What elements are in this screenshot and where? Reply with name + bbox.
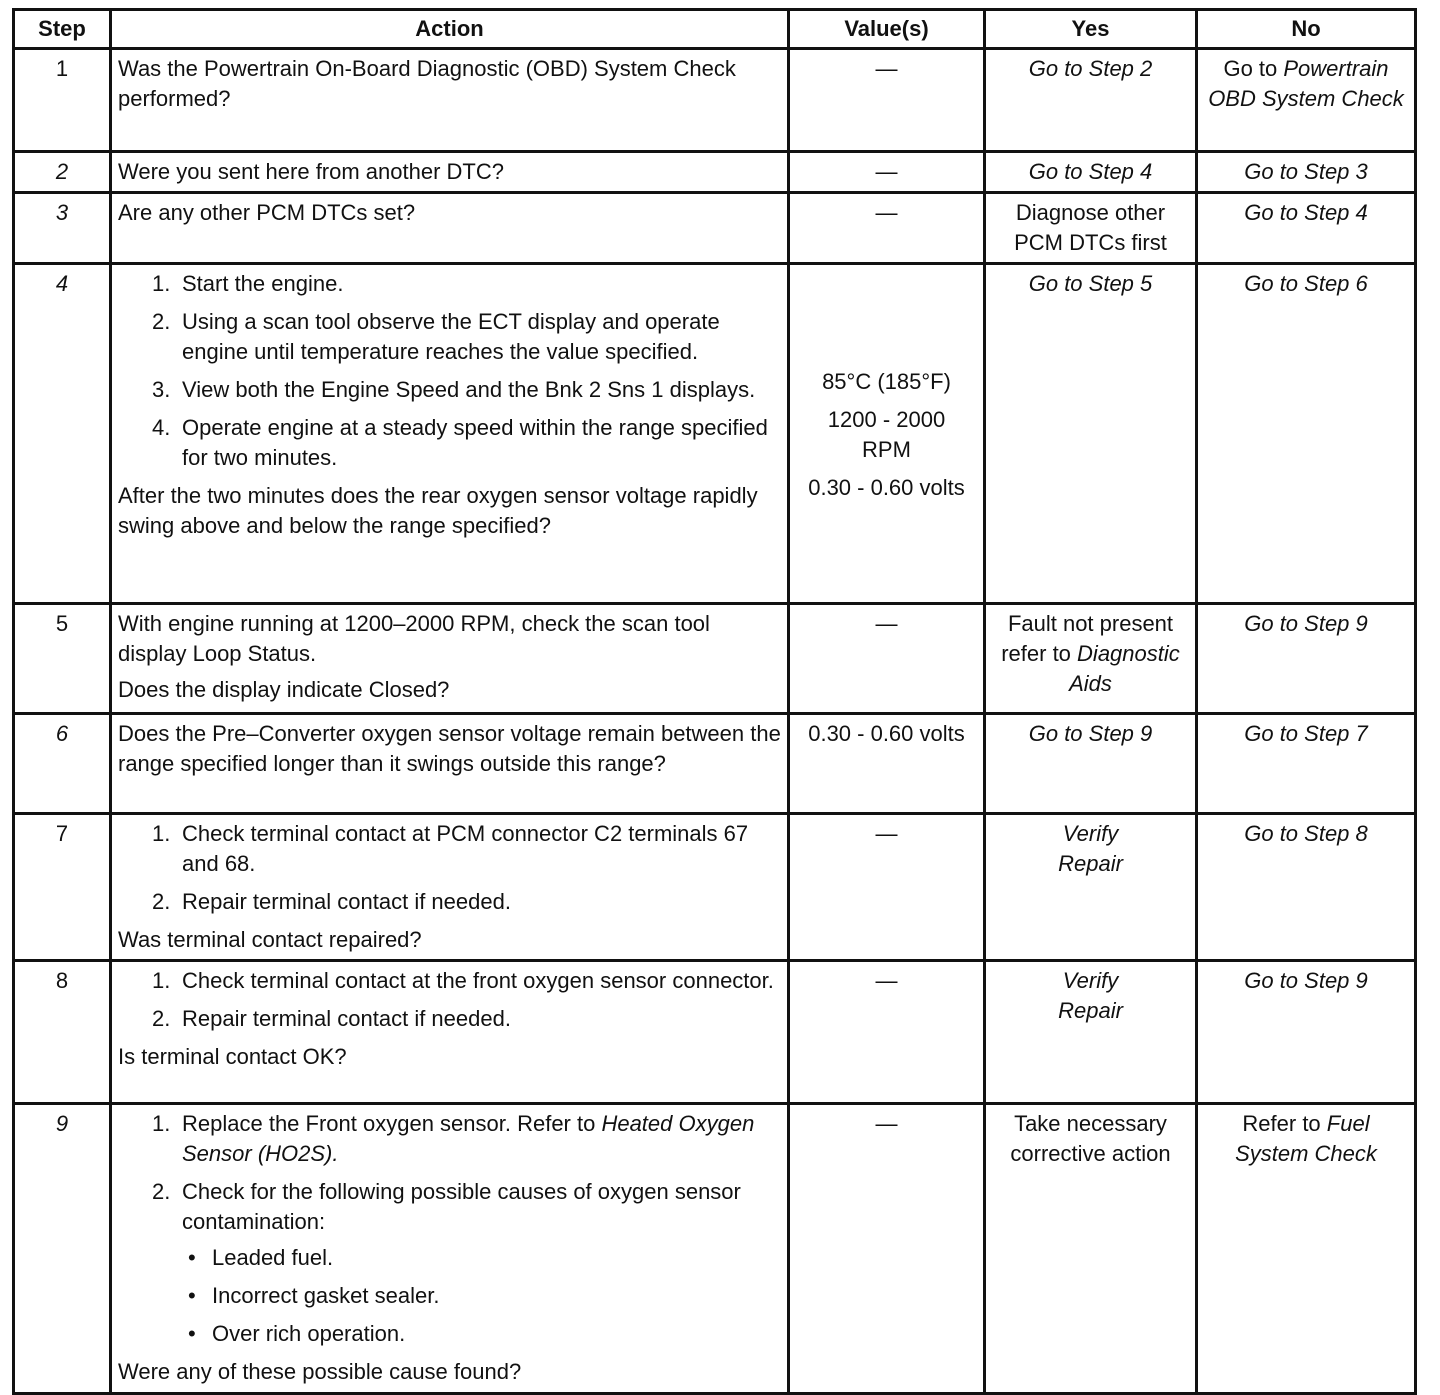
table-row: [14, 814, 1416, 961]
yes-cell: Go to Step 9: [985, 714, 1197, 814]
no-cell: Go to Step 9: [1197, 961, 1416, 1104]
step-number: 2: [14, 152, 111, 193]
bullet-text: Incorrect gasket sealer.: [212, 1283, 440, 1308]
diagnostic-page: [12, 8, 1414, 1395]
yes-cell: Go to Step 4: [985, 152, 1197, 193]
step-number: 9: [14, 1104, 111, 1394]
list-item-text: Check for the following possible causes of oxygen sensor contamination:: [182, 1179, 741, 1234]
header-action: Action: [111, 10, 789, 49]
action-cell: [111, 604, 789, 714]
bullet-item: • Over rich operation.: [188, 1321, 406, 1346]
action-cell: [111, 961, 789, 1104]
no-reference: Powertrain OBD System Check: [1208, 56, 1404, 111]
value-temperature: 85°C (185°F): [822, 369, 951, 394]
question-text: Was terminal contact repaired?: [118, 927, 422, 952]
action-cell: Does the Pre–Converter oxygen sensor voltage remain between the range specified longer than it swings outside this range?: [111, 714, 789, 814]
value-cell: [789, 264, 985, 604]
procedure-list: [118, 269, 781, 473]
step-number: 8: [14, 961, 111, 1104]
list-item: 1. Start the engine.: [152, 271, 344, 296]
action-cell: [111, 264, 789, 604]
procedure-list: [118, 819, 781, 917]
list-item-text: Start the engine.: [182, 271, 344, 296]
yes-cell: Take necessary corrective action: [985, 1104, 1197, 1394]
table-row: [14, 264, 1416, 604]
list-item: 2. Using a scan tool observe the ECT display and operate engine until temperature reaches the value specified.: [152, 309, 720, 364]
yes-cell: Verify Repair: [985, 961, 1197, 1104]
list-item-text: View both the Engine Speed and the Bnk 2 Sns 1 displays.: [182, 377, 756, 402]
table-row: [14, 714, 1416, 814]
list-item-text: Using a scan tool observe the ECT display and operate engine until temperature reaches the value specified.: [182, 309, 720, 364]
question-text: Is terminal contact OK?: [118, 1044, 347, 1069]
bullet-text: Leaded fuel.: [212, 1245, 334, 1270]
table-row: [14, 1104, 1416, 1394]
list-item-text: Check terminal contact at PCM connector C2 terminals 67 and 68.: [182, 821, 749, 876]
value-cell: 0.30 - 0.60 volts: [789, 714, 985, 814]
value-cell: —: [789, 193, 985, 264]
yes-cell: Diagnose other PCM DTCs first: [985, 193, 1197, 264]
bullet-text: Over rich operation.: [212, 1321, 406, 1346]
value-cell: —: [789, 961, 985, 1104]
table-row: [14, 604, 1416, 714]
step-number: 7: [14, 814, 111, 961]
table-row: [14, 193, 1416, 264]
procedure-list: [118, 1109, 781, 1349]
table-row: [14, 152, 1416, 193]
yes-reference: Diagnostic Aids: [1069, 641, 1180, 696]
no-cell: Go to Step 9: [1197, 604, 1416, 714]
no-cell: Go to Step 3: [1197, 152, 1416, 193]
question-text: After the two minutes does the rear oxygen sensor voltage rapidly swing above and below the range specified?: [118, 483, 758, 538]
step-number: 3: [14, 193, 111, 264]
no-cell: Go to Step 4: [1197, 193, 1416, 264]
yes-text: Fault not present refer to: [1001, 611, 1174, 666]
step-number: 6: [14, 714, 111, 814]
value-cell: —: [789, 604, 985, 714]
list-item-text: Replace the Front oxygen sensor. Refer to: [182, 1111, 602, 1136]
diagnostic-table: [12, 8, 1417, 1395]
list-item: 1. Check terminal contact at the front oxygen sensor connector.: [152, 968, 774, 993]
value-cell: —: [789, 1104, 985, 1394]
step-number: 5: [14, 604, 111, 714]
list-item: 3. View both the Engine Speed and the Bnk 2 Sns 1 displays.: [152, 377, 756, 402]
table-row: [14, 49, 1416, 152]
value-rpm: 1200 - 2000 RPM: [827, 407, 946, 462]
yes-cell: [985, 604, 1197, 714]
list-item: 2. Check for the following possible causes of oxygen sensor contamination: • Leaded fuel. • Incorrect gasket sealer. • Over rich operation.: [152, 1177, 781, 1349]
no-cell: Go to Step 6: [1197, 264, 1416, 604]
no-cell: Go to Step 7: [1197, 714, 1416, 814]
action-cell: [111, 1104, 789, 1394]
no-prefix: Refer to: [1242, 1111, 1327, 1136]
question-text: Does the display indicate Closed?: [118, 677, 450, 702]
value-cell: —: [789, 152, 985, 193]
step-number: 4: [14, 264, 111, 604]
header-yes: Yes: [985, 10, 1197, 49]
no-cell: Go to Step 8: [1197, 814, 1416, 961]
list-item-text: Operate engine at a steady speed within the range specified for two minutes.: [182, 415, 768, 470]
yes-cell: Go to Step 5: [985, 264, 1197, 604]
header-row: [14, 10, 1416, 49]
list-item: 2. Repair terminal contact if needed.: [152, 1006, 511, 1031]
reference-link: Heated Oxygen Sensor (HO2S).: [182, 1111, 755, 1166]
value-voltage: 0.30 - 0.60 volts: [808, 475, 965, 500]
list-item-text: Repair terminal contact if needed.: [182, 1006, 511, 1031]
value-cell: —: [789, 49, 985, 152]
header-step: Step: [14, 10, 111, 49]
bullet-item: • Leaded fuel.: [188, 1245, 334, 1270]
list-item-text: Repair terminal contact if needed.: [182, 889, 511, 914]
action-cell: Are any other PCM DTCs set?: [111, 193, 789, 264]
no-reference: Fuel System Check: [1235, 1111, 1377, 1166]
bullet-item: • Incorrect gasket sealer.: [188, 1283, 440, 1308]
list-item: 2. Repair terminal contact if needed.: [152, 889, 511, 914]
no-cell: [1197, 49, 1416, 152]
action-cell: Were you sent here from another DTC?: [111, 152, 789, 193]
list-item: 1. Check terminal contact at PCM connector C2 terminals 67 and 68.: [152, 821, 749, 876]
cause-list: [182, 1243, 781, 1349]
table-row: [14, 961, 1416, 1104]
procedure-list: [118, 966, 781, 1034]
list-item: 4. Operate engine at a steady speed within the range specified for two minutes.: [152, 415, 768, 470]
question-text: Were any of these possible cause found?: [118, 1359, 522, 1384]
list-item: 1. Replace the Front oxygen sensor. Refer to Heated Oxygen Sensor (HO2S).: [152, 1111, 755, 1166]
action-cell: Was the Powertrain On-Board Diagnostic (OBD) System Check performed?: [111, 49, 789, 152]
no-cell: [1197, 1104, 1416, 1394]
value-cell: —: [789, 814, 985, 961]
step-number: 1: [14, 49, 111, 152]
action-cell: [111, 814, 789, 961]
action-text: With engine running at 1200–2000 RPM, check the scan tool display Loop Status.: [118, 611, 710, 666]
yes-cell: Go to Step 2: [985, 49, 1197, 152]
header-no: No: [1197, 10, 1416, 49]
header-values: Value(s): [789, 10, 985, 49]
no-prefix: Go to: [1223, 56, 1284, 81]
yes-cell: Verify Repair: [985, 814, 1197, 961]
list-item-text: Check terminal contact at the front oxygen sensor connector.: [182, 968, 774, 993]
